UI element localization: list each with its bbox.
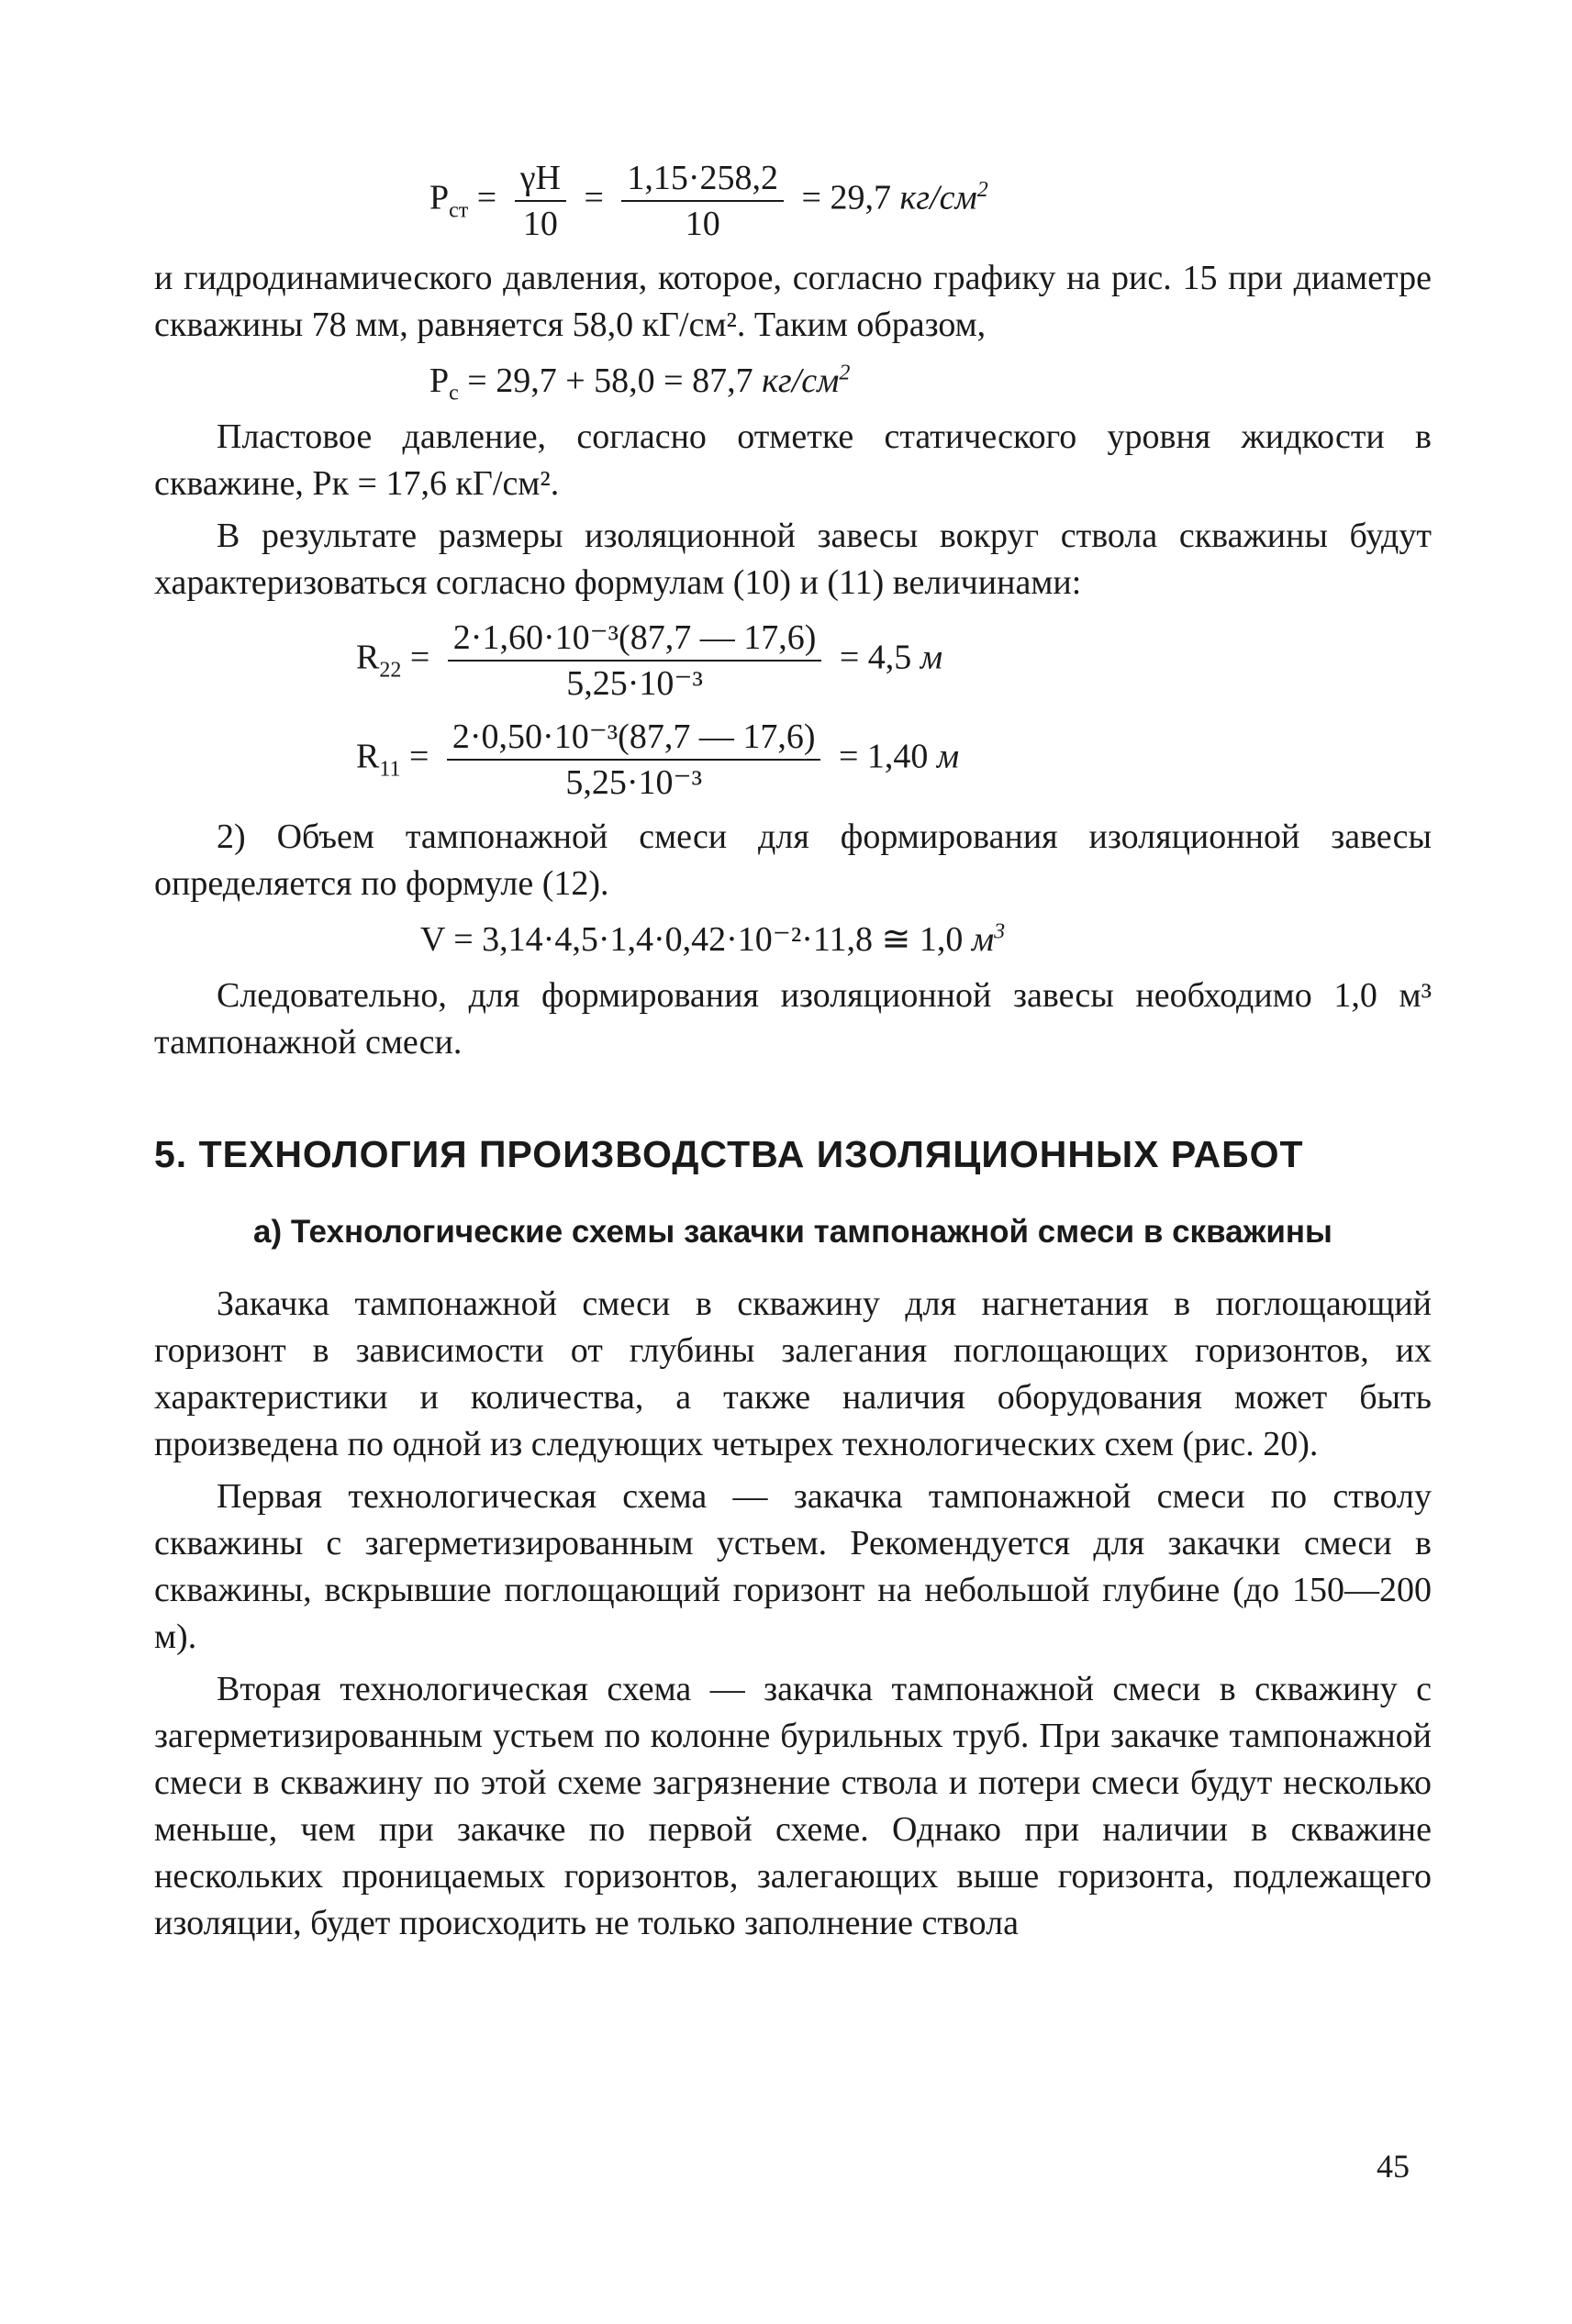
eq-body: = 29,7 + 58,0 = 87,7 <box>458 361 763 400</box>
equals-sign: = <box>584 178 613 217</box>
eq-lhs-sub: 11 <box>379 757 401 782</box>
fraction-denominator: 10 <box>522 205 558 243</box>
eq-lhs: R <box>356 638 380 677</box>
paragraph: и гидродинамического давления, которое, согласно графику на рис. 15 при диаметре скважины 78 мм, равняется 58,0 кГ/см². Таким образом, <box>154 259 1432 344</box>
paragraph: Первая технологическая схема — закачка тампонажной смеси по стволу скважины с загерметизированным устьем. Рекомендуется для закачки смеси в скважины, вскрывшие поглощающий горизонт на небольшой глубине (до 150—200 м). <box>154 1477 1432 1656</box>
eq-unit: м <box>936 737 960 776</box>
fraction-numerator: γH <box>515 156 566 202</box>
equation-total-pressure <box>154 358 1432 405</box>
eq-lhs-sub: ст <box>449 198 469 223</box>
fraction-values <box>621 156 784 246</box>
eq-result: 29,7 <box>830 178 891 217</box>
fraction-denominator: 5,25·10⁻³ <box>566 664 703 703</box>
paragraph: В результате размеры изоляционной завесы вокруг ствола скважины будут характеризоваться согласно формулам (10) и (11) величинами: <box>154 517 1432 602</box>
eq-unit-sup: 2 <box>839 361 851 385</box>
fraction-r11 <box>447 715 821 805</box>
paragraph: Закачка тампонажной смеси в скважину для нагнетания в поглощающий горизонт в зависимости от глубины залегания поглощающих горизонтов, их характеристики и количества, а также наличия оборудования может быть произведена по одной из следующих четырех технологических схем (рис. 20). <box>154 1284 1432 1463</box>
fraction-r22 <box>448 616 822 706</box>
fraction-denominator: 10 <box>685 205 720 243</box>
equals-sign: = <box>408 737 438 776</box>
eq-unit: кг/см <box>899 178 977 217</box>
equation-volume <box>154 917 1432 963</box>
fraction-numerator: 1,15·258,2 <box>621 156 784 202</box>
eq-body: V = 3,14·4,5·1,4·0,42·10⁻²·11,8 ≅ 1,0 <box>420 920 972 959</box>
fraction-numerator: 2·0,50·10⁻³(87,7 — 17,6) <box>447 715 821 761</box>
fraction-denominator: 5,25·10⁻³ <box>565 763 702 802</box>
eq-unit: м <box>920 638 943 677</box>
eq-lhs: R <box>356 737 380 776</box>
equals-sign: = <box>409 638 439 677</box>
equation-static-pressure <box>154 156 1432 246</box>
paragraph: Следовательно, для формирования изоляционной завесы необходимо 1,0 м³ тампонажной смеси. <box>154 976 1432 1062</box>
eq-result: = 4,5 <box>839 638 920 677</box>
paragraph: Пластовое давление, согласно отметке статического уровня жидкости в скважине, Pк = 17,6 кГ/см². <box>154 417 1432 503</box>
section-heading: 5. ТЕХНОЛОГИЯ ПРОИЗВОДСТВА ИЗОЛЯЦИОННЫХ РАБОТ <box>154 1133 1304 1175</box>
fraction-gamma-h <box>515 156 566 246</box>
eq-unit-sup: 2 <box>976 178 988 203</box>
fraction-numerator: 2·1,60·10⁻³(87,7 — 17,6) <box>448 616 822 662</box>
subsection-heading: а) Технологические схемы закачки тампонажной смеси в скважины <box>253 1214 1332 1250</box>
eq-unit: м <box>971 920 995 959</box>
paragraph: 2) Объем тампонажной смеси для формирования изоляционной завесы определяется по формуле (12). <box>154 817 1432 903</box>
eq-unit-sup: 3 <box>994 919 1006 944</box>
paragraph: Вторая технологическая схема — закачка тампонажной смеси в скважину с загерметизированным устьем по колонне бурильных труб. При закачке тампонажной смеси в скважину по этой схеме загрязнение ствола и потери смеси будут несколько меньше, чем при закачке по первой схеме. Однако при наличии в скважине нескольких проницаемых горизонтов, залегающих выше горизонта, подлежащего изоляции, будет происходить не только заполнение ствола <box>154 1670 1432 1942</box>
equals-sign: = <box>801 178 831 217</box>
eq-lhs: P <box>429 178 450 217</box>
eq-lhs-sub: 22 <box>379 658 402 683</box>
eq-lhs: P <box>429 361 450 400</box>
eq-result: = 1,40 <box>838 737 937 776</box>
page-body <box>154 156 1432 1952</box>
page-number: 45 <box>1377 2148 1410 2185</box>
equation-r11 <box>154 715 1432 805</box>
equals-sign: = <box>476 178 506 217</box>
eq-lhs-sub: с <box>449 381 459 406</box>
eq-unit: кг/см <box>762 361 840 400</box>
equation-r22 <box>154 616 1432 706</box>
